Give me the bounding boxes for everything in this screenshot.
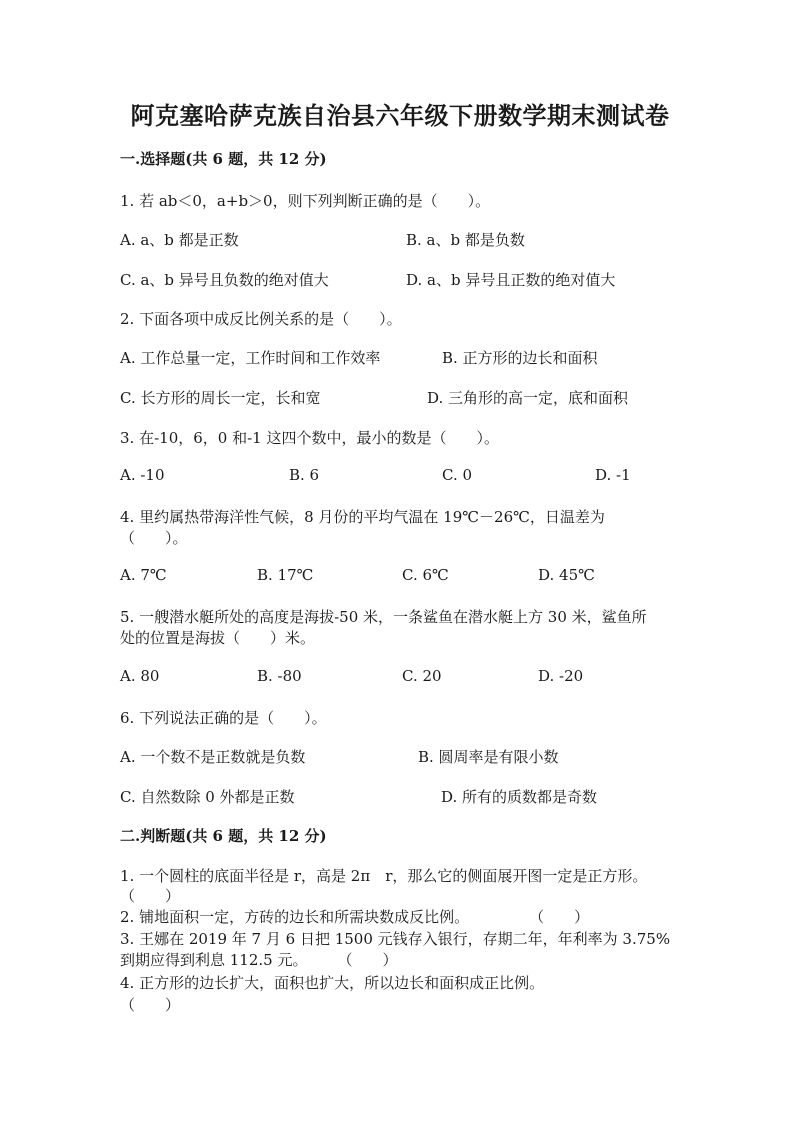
option-d: D. a、b 异号且正数的绝对值大: [406, 271, 616, 289]
judgment-item: 2. 铺地面积一定，方砖的边长和所需块数成反比例。 （ ）: [120, 908, 590, 926]
question-stem: 4. 里约属热带海洋性气候，8 月份的平均气温在 19℃－26℃，日温差为: [120, 508, 605, 526]
option-c: C. 长方形的周长一定，长和宽: [120, 389, 321, 407]
option-b: B. 圆周率是有限小数: [418, 748, 559, 766]
question-stem: 2. 下面各项中成反比例关系的是（ ）。: [120, 310, 402, 328]
judgment-item: 4. 正方形的边长扩大，面积也扩大，所以边长和面积成正比例。: [120, 974, 545, 992]
option-a: A. 工作总量一定，工作时间和工作效率: [120, 349, 381, 367]
question-stem: 5. 一艘潜水艇所处的高度是海拔-50 米，一条鲨鱼在潜水艇上方 30 米，鲨鱼所: [120, 608, 647, 626]
option-a: A. 一个数不是正数就是负数: [120, 748, 306, 766]
option-d: D. 三角形的高一定，底和面积: [427, 389, 629, 407]
option-c: C. 6℃: [402, 566, 449, 584]
judgment-item: 1. 一个圆柱的底面半径是 r，高是 2π r，那么它的侧面展开图一定是正方形。: [120, 867, 648, 885]
option-b: B. a、b 都是负数: [406, 231, 525, 249]
option-c: C. 自然数除 0 外都是正数: [120, 788, 295, 806]
exam-title: 阿克塞哈萨克族自治县六年级下册数学期末测试卷: [130, 101, 670, 130]
judgment-item-cont: （ ）: [120, 887, 181, 905]
option-b: B. 正方形的边长和面积: [442, 349, 598, 367]
judgment-item-cont: 到期应得到利息 112.5 元。 （ ）: [120, 951, 398, 969]
question-stem-cont: 处的位置是海拔（ ）米。: [120, 629, 316, 647]
option-d: D. 所有的质数都是奇数: [441, 788, 598, 806]
option-d: D. 45℃: [538, 566, 595, 584]
option-c: C. 20: [402, 667, 442, 685]
option-a: A. 7℃: [120, 566, 167, 584]
option-a: A. 80: [120, 667, 160, 685]
question-stem: 6. 下列说法正确的是（ ）。: [120, 709, 327, 727]
judgment-item: 3. 王娜在 2019 年 7 月 6 日把 1500 元钱存入银行，存期二年，年利率为 3.75%: [120, 930, 671, 948]
option-d: D. -20: [538, 667, 584, 685]
option-b: B. -80: [257, 667, 302, 685]
question-stem: 1. 若 ab＜0，a+b＞0，则下列判断正确的是（ ）。: [120, 192, 491, 210]
section-heading-judgment: 二.判断题(共 6 题，共 12 分): [120, 827, 327, 845]
question-stem: 3. 在-10，6，0 和-1 这四个数中，最小的数是（ ）。: [120, 429, 499, 447]
option-d: D. -1: [595, 466, 631, 484]
option-a: A. a、b 都是正数: [120, 231, 239, 249]
option-a: A. -10: [120, 466, 165, 484]
option-b: B. 17℃: [257, 566, 314, 584]
option-c: C. a、b 异号且负数的绝对值大: [120, 271, 329, 289]
question-stem-cont: （ ）。: [120, 529, 188, 547]
option-b: B. 6: [289, 466, 320, 484]
option-c: C. 0: [442, 466, 473, 484]
section-heading-choice: 一.选择题(共 6 题，共 12 分): [120, 150, 327, 168]
judgment-item-cont: （ ）: [120, 996, 181, 1014]
